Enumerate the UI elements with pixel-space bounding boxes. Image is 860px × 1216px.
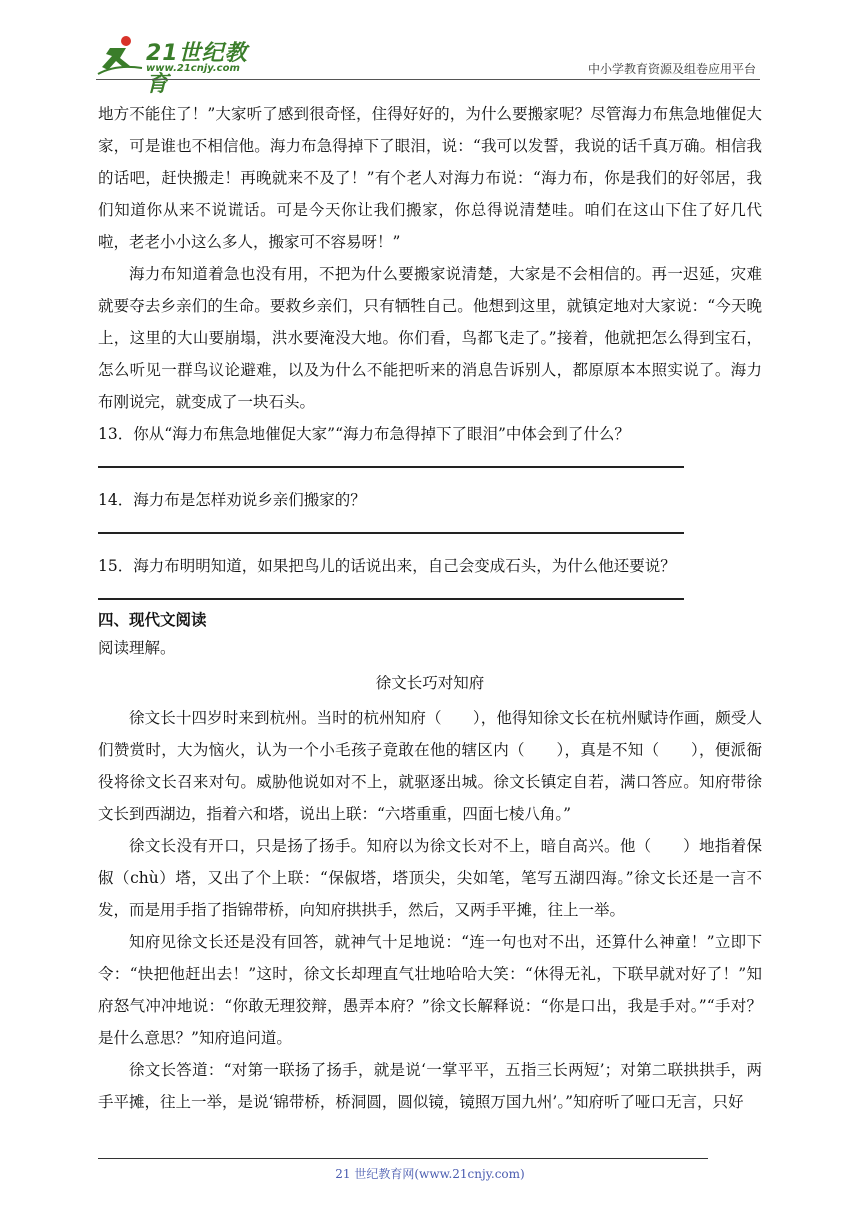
footer-divider (98, 1158, 708, 1159)
story-title: 徐文长巧对知府 (375, 674, 485, 692)
section-instruction: 阅读理解。 (98, 639, 176, 657)
question-13: 13．你从“海力布焦急地催促大家”“海力布急得掉下了眼泪”中体会到了什么？ (98, 425, 630, 443)
answer-line[interactable] (98, 450, 684, 468)
site-logo[interactable] (96, 34, 266, 97)
passage-paragraph: 地方不能住了！”大家听了感到很奇怪，住得好好的，为什么要搬家呢？尽管海力布焦急地催促大家，可是谁也不相信他。海力布急得掉下了眼泪，说：“我可以发誓，我说的话千真万确。相信我的话吧，赶快搬走！再晚就来不及了！”有个老人对海力布说：“海力布，你是我们的好邻居，我们知道你从来不说谎话。可是今天你让我们搬家，你总得说清楚哇。咱们在这山下住了好几代啦，老老小小这么多人，搬家可不容易呀！” (98, 105, 762, 251)
platform-name: 中小学教育资源及组卷应用平台 (587, 62, 756, 76)
answer-line[interactable] (98, 582, 684, 600)
runner-logo-icon (96, 34, 144, 76)
story-paragraph: 徐文长没有开口，只是扬了扬手。知府以为徐文长对不上，暗自高兴。他（ ）地指着保俶（chù）塔，又出了个上联：“保俶塔，塔顶尖，尖如笔，笔写五湖四海。”徐文长还是一言不发，而是用手指了指锦带桥，向知府拱拱手，然后，又两手平摊，往上一举。 (98, 837, 762, 919)
story-paragraph: 徐文长答道：“对第一联扬了扬手，就是说‘一掌平平，五指三长两短’；对第二联拱拱手，两手平摊，往上一举，是说‘锦带桥，桥洞圆，圆似镜，镜照万国九州’。”知府听了哑口无言，只好 (98, 1061, 762, 1111)
page-header (96, 30, 760, 97)
section-title: 四、现代文阅读 (98, 611, 207, 629)
story-paragraph: 徐文长十四岁时来到杭州。当时的杭州知府（ ），他得知徐文长在杭州赋诗作画，颇受人们赞赏时，大为恼火，认为一个小毛孩子竟敢在他的辖区内（ ），真是不知（ ），便派衙役将徐文长召来对句。威胁他说如对不上，就驱逐出城。徐文长镇定自若，满口答应。知府带徐文长到西湖边，指着六和塔，说出上联：“六塔重重，四面七棱八角。” (98, 709, 762, 823)
header-divider (96, 79, 760, 80)
question-14: 14．海力布是怎样劝说乡亲们搬家的？ (98, 491, 366, 509)
passage-paragraph: 海力布知道着急也没有用，不把为什么要搬家说清楚，大家是不会相信的。再一迟延，灾难就要夺去乡亲们的生命。要救乡亲们，只有牺牲自己。他想到这里，就镇定地对大家说：“今天晚上，这里的大山要崩塌，洪水要淹没大地。你们看，鸟都飞走了。”接着，他就把怎么得到宝石，怎么听见一群鸟议论避难，以及为什么不能把听来的消息告诉别人，都原原本本照实说了。海力布刚说完，就变成了一块石头。 (98, 265, 762, 411)
story-paragraph: 知府见徐文长还是没有回答，就神气十足地说：“连一句也对不出，还算什么神童！”立即下令：“快把他赶出去！”这时，徐文长却理直气壮地哈哈大笑：“休得无礼，下联早就对好了！”知府怒气冲冲地说：“你敢无理狡辩，愚弄本府？”徐文长解释说：“你是口出，我是手对。”“手对？是什么意思？”知府追问道。 (98, 933, 762, 1047)
question-15: 15．海力布明明知道，如果把鸟儿的话说出来，自己会变成石头，为什么他还要说？ (98, 557, 676, 575)
logo-url: www.21cnjy.com (146, 63, 240, 74)
answer-line[interactable] (98, 516, 684, 534)
logo-text: 21世纪教育 (146, 41, 248, 97)
footer-text[interactable]: 21 世纪教育网(www.21cnjy.com) (335, 1167, 525, 1181)
document-body (98, 98, 762, 1118)
